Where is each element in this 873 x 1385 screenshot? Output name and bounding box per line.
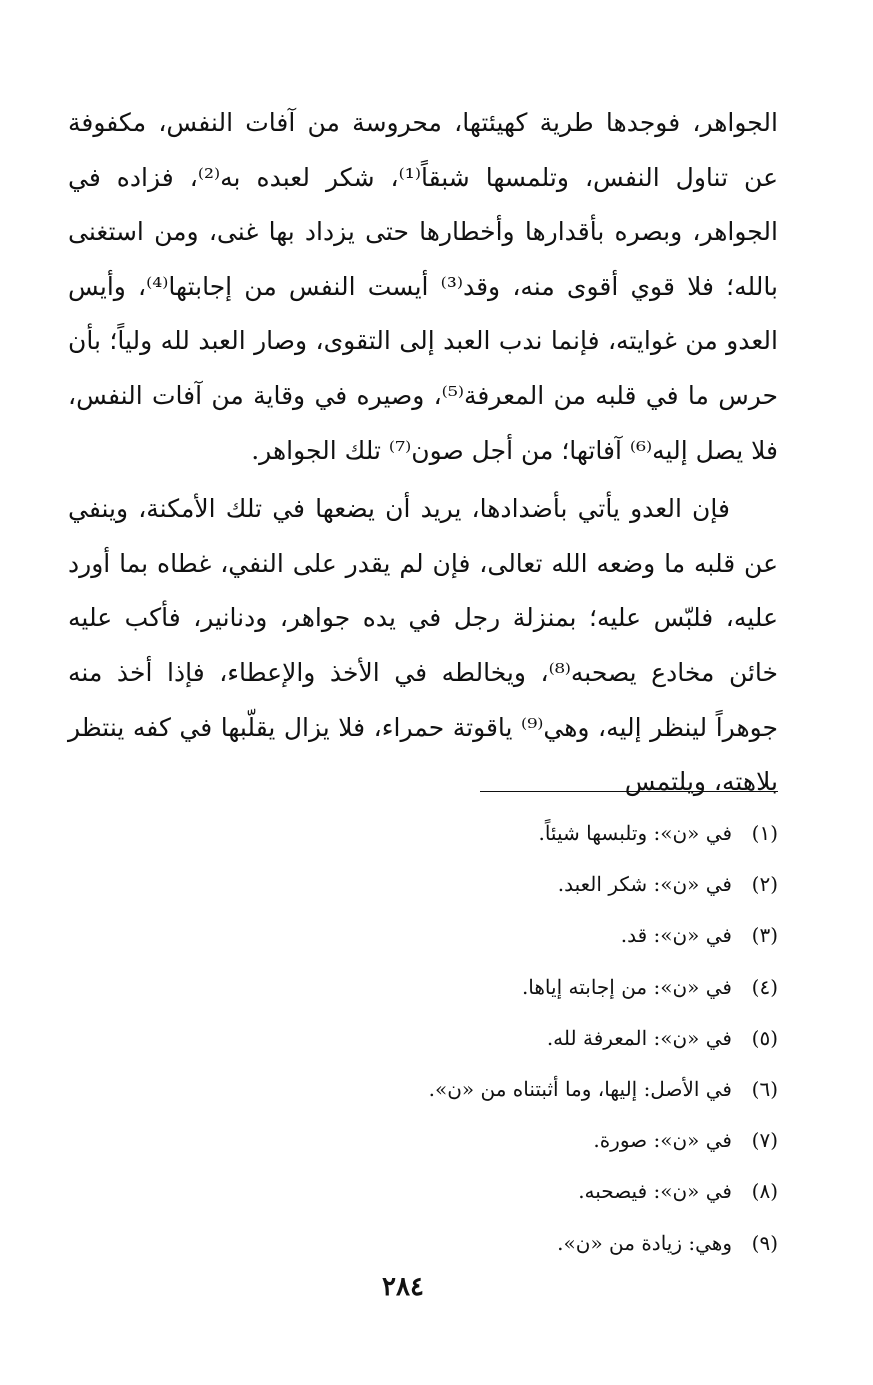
footnote-divider xyxy=(480,791,778,792)
footnote-number: (٤) xyxy=(751,974,778,999)
footnote-number: (١) xyxy=(751,821,778,845)
footnote-text: في «ن»: صورة. xyxy=(593,1128,732,1153)
footnote-8 xyxy=(68,1166,778,1217)
footnote-9 xyxy=(68,1218,778,1269)
footnote-7 xyxy=(68,1115,778,1166)
page-number: ٢٨٤ xyxy=(382,1272,424,1302)
paragraph-2: فإن العدو يأتي بأضدادها، يريد أن يضعها في تلك الأمكنة، وينفي عن قلبه ما وضعه الله تعالى، فإن لم يقدر على النفي، غطاه بما أورد عليه، فلبّس عليه؛ بمنزلة رجل في يده جواهر، ودنانير، فأكب عليه خائن مخادع يصحبه⁽⁸⁾، ويخالطه في الأخذ والإعطاء، فإذا أخذ منه جوهراً لينظر إليه، وهي⁽⁹⁾ ياقوتة حمراء، فلا يزال يقلّبها في كفه ينتظر بلاهته، ويلتمس xyxy=(68,494,779,797)
footnote-number: (٦) xyxy=(751,1077,778,1102)
footnote-text: في «ن»: فيصحبه. xyxy=(578,1179,732,1204)
footnote-5 xyxy=(68,1013,778,1064)
footnote-number: (٩) xyxy=(751,1230,778,1255)
footnote-text: في «ن»: المعرفة لله. xyxy=(546,1025,732,1050)
footnote-text: في «ن»: وتلبسها شيئاً. xyxy=(538,821,732,845)
paragraph-1: الجواهر، فوجدها طرية كهيئتها، محروسة من آفات النفس، مكفوفة عن تناول النفس، وتلمسها شبقاً⁽¹⁾، شكر لعبده به⁽²⁾، فزاده في الجواهر، وبصره بأقدارها وأخطارها حتى يزداد بها غنى، ومن استغنى بالله؛ فلا قوي أقوى منه، وقد⁽³⁾ أيست النفس من إجابتها⁽⁴⁾، وأيس العدو من غوايته، فإنما ندب العبد إلى التقوى، وصار العبد لله ولياً؛ بأن حرس ما في قلبه من المعرفة⁽⁵⁾، وصيره في وقاية من آفات النفس، فلا يصل إليه⁽⁶⁾ آفاتها؛ من أجل صون⁽⁷⁾ تلك الجواهر. xyxy=(68,108,779,465)
footnote-6 xyxy=(68,1064,778,1115)
footnote-text: في «ن»: من إجابته إياها. xyxy=(521,974,732,999)
footnote-2 xyxy=(68,859,778,910)
footnote-4 xyxy=(68,962,778,1013)
footnote-1 xyxy=(68,808,778,859)
footnote-text: في «ن»: شكر العبد. xyxy=(557,872,732,897)
main-text xyxy=(68,96,778,810)
footnote-number: (٣) xyxy=(751,923,778,948)
footnote-3 xyxy=(68,910,778,961)
footnote-number: (٢) xyxy=(751,872,778,897)
footnote-text: وهي: زيادة من «ن». xyxy=(557,1230,732,1255)
footnote-number: (٨) xyxy=(751,1179,778,1204)
footnote-text: في الأصل: إليها، وما أثبتناه من «ن». xyxy=(428,1077,732,1102)
footnotes-list xyxy=(68,808,778,1269)
footnote-text: في «ن»: قد. xyxy=(620,923,732,948)
footnote-number: (٥) xyxy=(751,1025,778,1050)
footnote-number: (٧) xyxy=(751,1128,778,1153)
